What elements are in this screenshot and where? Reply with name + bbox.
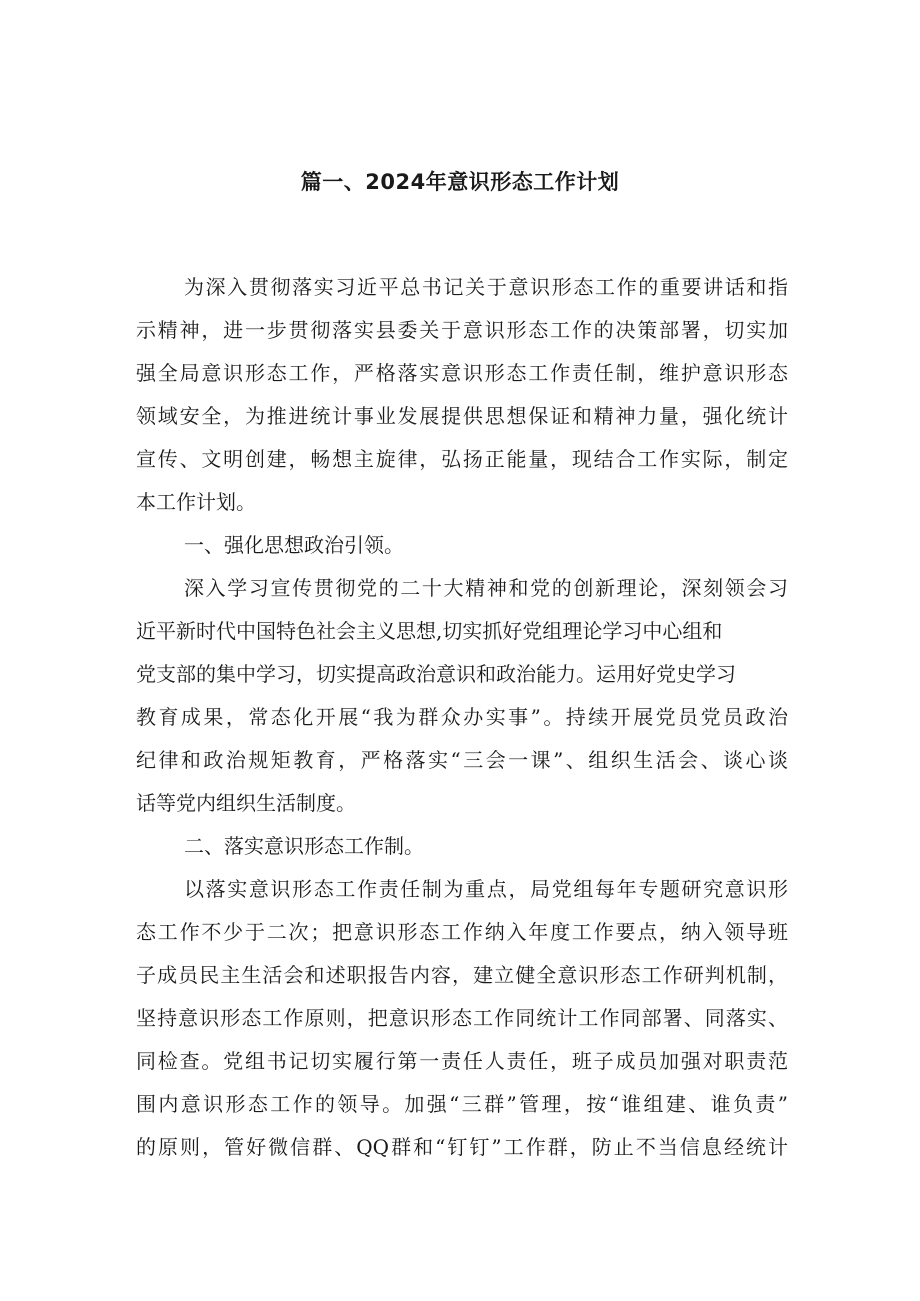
document-title: 篇一、2024年意识形态工作计划 (300, 170, 620, 194)
text-line: 教育成果，常态化开展“我为群众办实事”。持续开展党员党员政治 (136, 705, 788, 729)
text-line: 态工作不少于二次；把意识形态工作纳入年度工作要点，纳入领导班 (136, 920, 788, 944)
paragraph-section-1 (136, 567, 788, 825)
text-line: 本工作计划。 (136, 490, 256, 514)
section-heading-2 (136, 825, 788, 868)
text-line: 强全局意识形态工作，严格落实意识形态工作责任制，维护意识形态 (136, 361, 788, 385)
paragraph-intro (136, 266, 788, 524)
text-line: 坚持意识形态工作原则，把意识形态工作同统计工作同部署、同落实、 (136, 1006, 788, 1030)
paragraph-section-2 (136, 868, 788, 1169)
section-heading: 二、落实意识形态工作制。 (184, 834, 424, 858)
text-line: 为深入贯彻落实习近平总书记关于意识形态工作的重要讲话和指 (184, 275, 788, 299)
section-heading-1 (136, 524, 788, 567)
text-line: 近平新时代中国特色社会主义思想,切实抓好党组理论学习中心组和 (136, 619, 723, 643)
text-line: 领域安全，为推进统计事业发展提供思想保证和精神力量，强化统计 (136, 404, 788, 428)
text-line: 话等党内组织生活制度。 (136, 791, 356, 815)
text-line: 的原则，管好微信群、QQ群和“钉钉”工作群，防止不当信息经统计 (136, 1135, 788, 1159)
text-line: 子成员民主生活会和述职报告内容，建立健全意识形态工作研判机制， (136, 963, 788, 987)
text-line: 以落实意识形态工作责任制为重点，局党组每年专题研究意识形 (184, 877, 788, 901)
text-line: 宣传、文明创建，畅想主旋律，弘扬正能量，现结合工作实际，制定 (136, 447, 788, 471)
text-line: 同检查。党组书记切实履行第一责任人责任，班子成员加强对职责范 (136, 1049, 788, 1073)
text-line: 围内意识形态工作的领导。加强“三群”管理，按“谁组建、谁负责” (136, 1092, 788, 1116)
text-line: 纪律和政治规矩教育，严格落实“三会一课”、组织生活会、谈心谈 (136, 748, 788, 772)
section-heading: 一、强化思想政治引领。 (184, 533, 404, 557)
text-line: 深入学习宣传贯彻党的二十大精神和党的创新理论，深刻领会习 (184, 576, 788, 600)
text-line: 党支部的集中学习，切实提高政治意识和政治能力。运用好党史学习 (136, 662, 736, 686)
document-body (136, 266, 788, 1169)
text-line: 示精神，进一步贯彻落实县委关于意识形态工作的决策部署，切实加 (136, 318, 788, 342)
